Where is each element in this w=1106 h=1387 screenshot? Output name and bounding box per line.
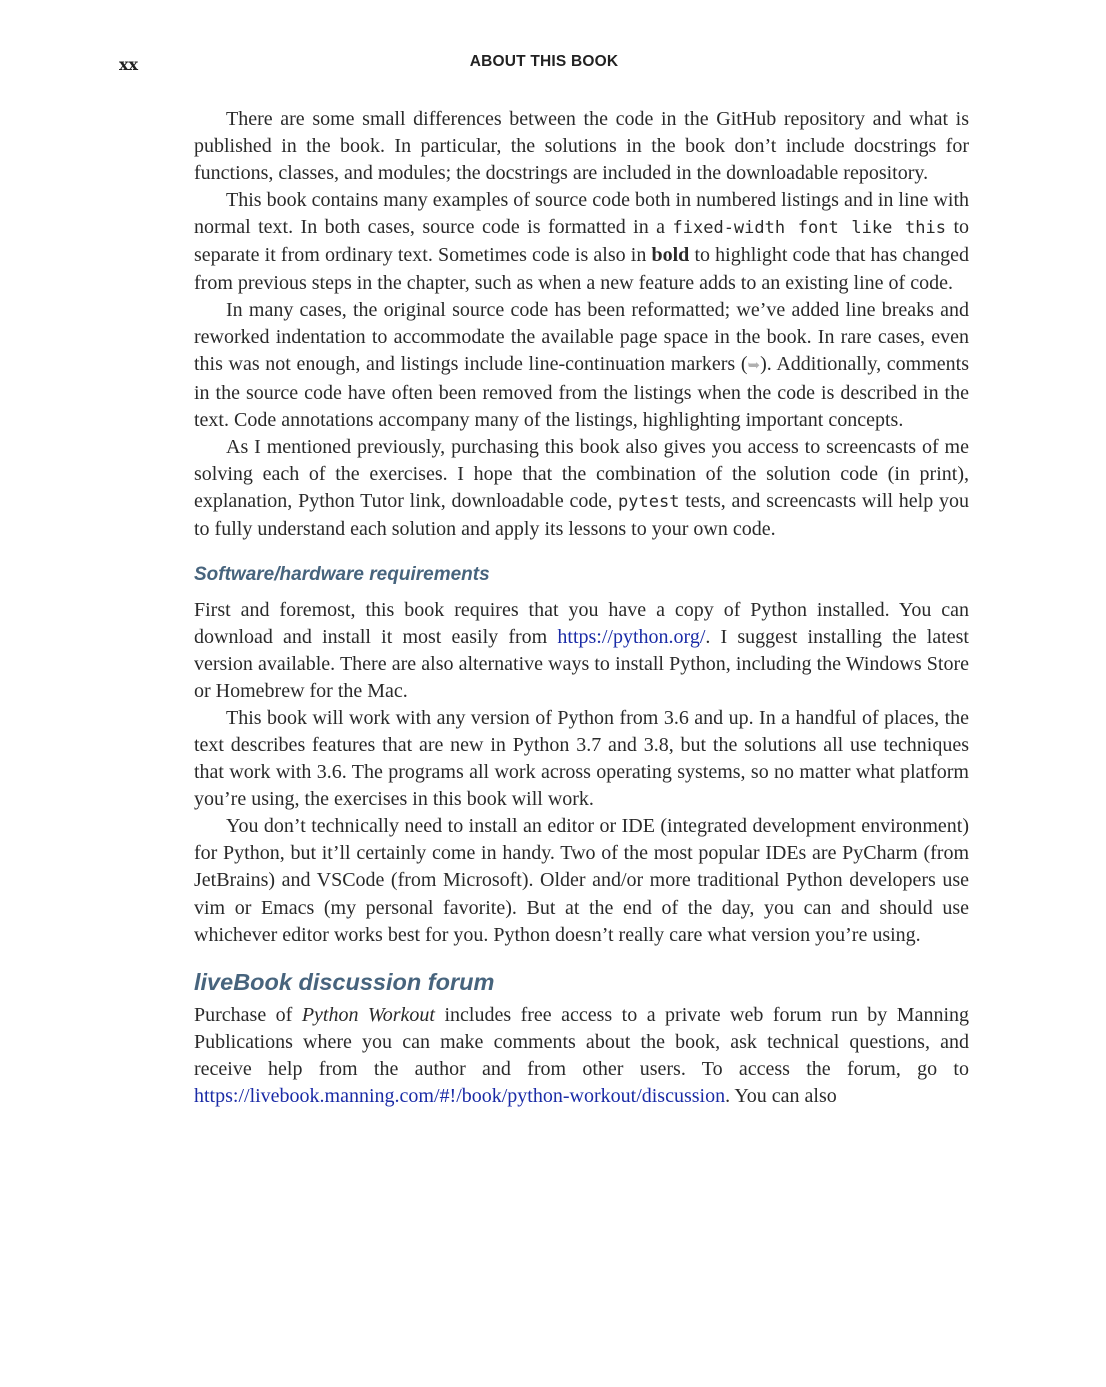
forum-heading: liveBook discussion forum [194,968,495,995]
paragraph-reformatting: In many cases, the original source code has been reformatted; we’ve added line breaks and reworked indentation to accommodate the available page space in the book. In rare cases, even this was not enough, and listings include line-continuation markers (➥). Additionally, comments in the source code have often been removed from the listings when the code is described in the text. Code annotations accompany many of the listings, highlighting important concepts. [194,298,969,432]
paragraph-editors: You don’t technically need to install an editor or IDE (integrated development environment) for Python, but it’ll certainly come in handy. Two of the most popular IDEs are PyCharm (from JetBrains) and VSCode (from Microsoft). Older and/or more traditional Python developers use vim or Emacs (my personal favorite). But at the end of the day, you can and should use whichever editor works best for you. Python doesn’t really care what version you’re using. [194,815,969,946]
line-continuation-arrow-icon: ➥ [747,357,761,374]
forum-link[interactable]: https://livebook.manning.com/#!/book/python-workout/discussion [194,1085,726,1107]
inline-code: fixed-width font like this [672,218,946,239]
paragraph-python-versions: This book will work with any version of Python from 3.6 and up. In a handful of places, the text describes features that are new in Python 3.7 and 3.8, but the solutions all use techniques that work with 3.6. The programs all work across operating systems, so no matter what platform you’re using, the exercises in this book will work. [194,706,969,811]
paragraph-screencasts: As I mentioned previously, purchasing this book also gives you access to screencasts of me solving each of the exercises. I hope that the combination of the solution code (in print), explanation, Python Tutor link, downloadable code, pytest tests, and screencasts will help you to fully understand each solution and apply its lessons to your own code. [194,436,970,541]
running-head: ABOUT THIS BOOK [469,53,619,70]
page-number: xx [119,55,139,74]
requirements-heading: Software/hardware requirements [194,563,490,585]
book-title: Python Workout [301,1003,435,1026]
paragraph-source-code-formatting: This book contains many examples of source code both in numbered listings and in line with normal text. In both cases, source code is formatted in a fixed-width font like this to separate it from ordinary text. Sometimes code is also in bold to highlight code that has changed from previous steps in the chapter, such as when a new feature adds to an existing line of code. [194,189,969,294]
body-text [194,106,969,1110]
bold-word: bold [651,244,690,267]
paragraph-python-install: First and foremost, this book requires that you have a copy of Python installed. You can download and install it most easily from https://python.org/. I suggest installing the latest version available. There are also alternative ways to install Python, including the Windows Store or Homebrew for the Mac. [194,598,969,702]
inline-code: pytest [618,492,680,513]
python-org-link[interactable]: https://python.org/ [557,625,706,648]
paragraph-github-differences: There are some small differences between the code in the GitHub repository and what is published in the book. In particular, the solutions in the book don’t include docstrings for functions, classes, and modules; the docstrings are included in the downloadable repository. [194,108,969,185]
paragraph-forum: Purchase of Python Workout includes free access to a private web forum run by Manning Publications where you can make comments about the book, ask technical questions, and receive help from the author and from other users. To access the forum, go to https://livebook.manning.com/#!/book/python-workout/discussion. You can also [194,1003,969,1107]
